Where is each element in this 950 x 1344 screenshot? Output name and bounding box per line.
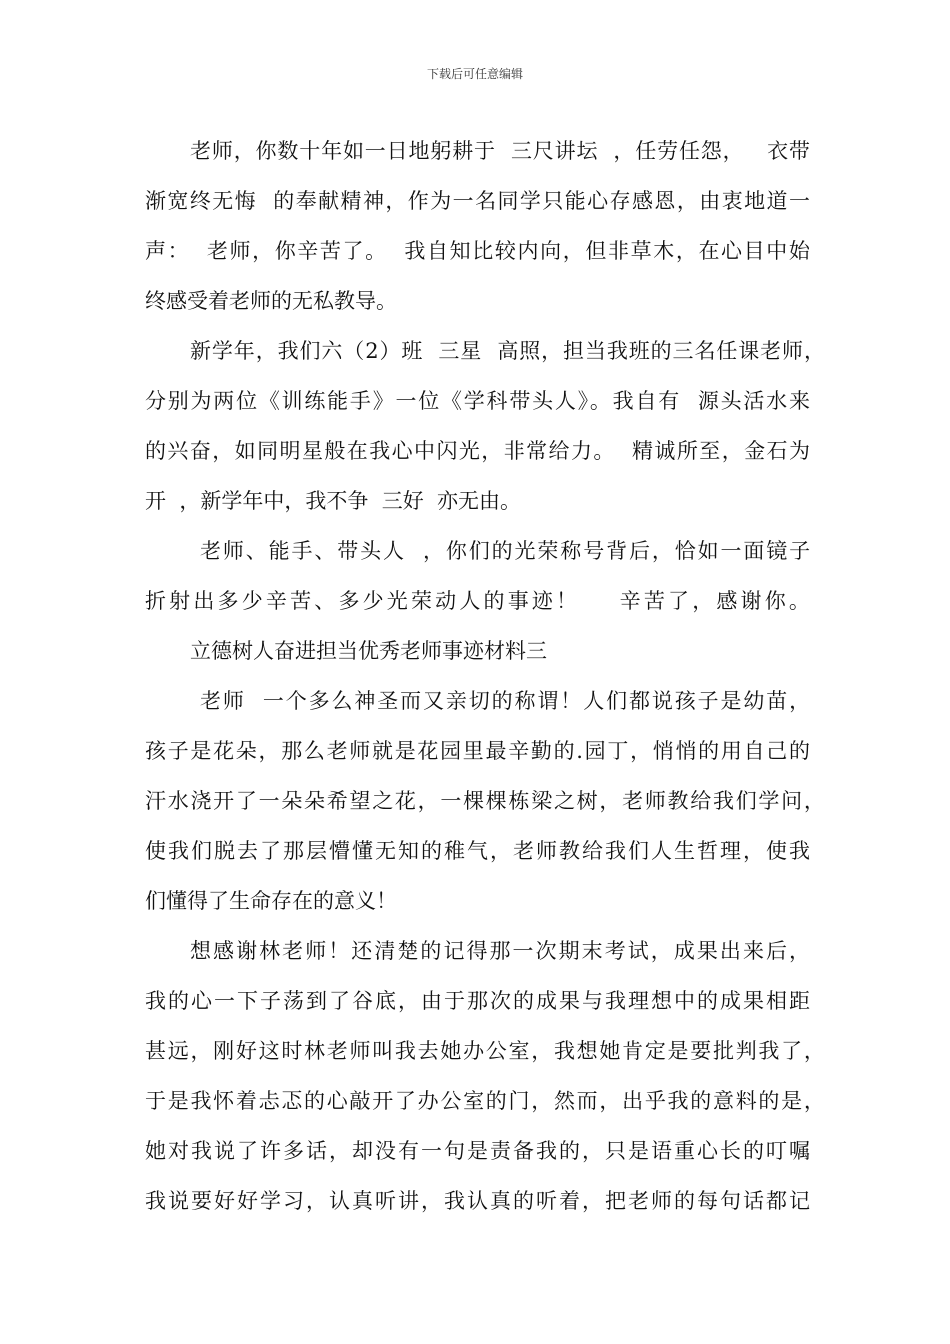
body-line-20: 于是我怀着忐忑的心敲开了办公室的门，然而，出乎我的意料的是，	[145, 1089, 827, 1113]
body-line-10: 折射出多少辛苦、多少光荣动人的事迹！ 辛苦了，感谢你。	[145, 589, 814, 613]
section-heading: 立德树人奋进担当优秀老师事迹材料三	[190, 639, 547, 663]
body-line-7: 的兴奋，如同明星般在我心中闪光，非常给力。 精诚所至，金石为	[145, 439, 812, 463]
body-line-3: 声： 老师，你辛苦了。 我自知比较内向，但非草木，在心目中始	[145, 239, 812, 263]
body-line-18: 我的心一下子荡到了谷底，由于那次的成果与我理想中的成果相距	[145, 989, 812, 1013]
body-line-22: 我说要好好学习，认真听讲，我认真的听着，把老师的每句话都记	[145, 1189, 812, 1213]
body-line-14: 汗水浇开了一朵朵希望之花，一棵棵栋梁之树，老师教给我们学问，	[145, 789, 827, 813]
body-line-9: 老师、能手、带头人 ，你们的光荣称号背后，恰如一面镜子	[200, 539, 812, 563]
body-line-21: 她对我说了许多话，却没有一句是责备我的，只是语重心长的叮嘱	[145, 1139, 812, 1163]
body-line-17: 想感谢林老师！还清楚的记得那一次期末考试，成果出来后，	[190, 939, 813, 963]
body-line-15: 使我们脱去了那层懵懂无知的稚气，老师教给我们人生哲理，使我	[145, 839, 812, 863]
body-line-1: 老师，你数十年如一日地躬耕于 三尺讲坛 ，任劳任怨， 衣带	[190, 139, 811, 163]
body-line-6: 分别为两位《训练能手》一位《学科带头人》。我自有 源头活水来	[145, 389, 812, 413]
body-line-8: 开 ，新学年中，我不争 三好 亦无由。	[145, 489, 522, 513]
body-line-19: 甚远，刚好这时林老师叫我去她办公室，我想她肯定是要批判我了，	[145, 1039, 827, 1063]
body-line-4: 终感受着老师的无私教导。	[145, 289, 397, 313]
body-line-5: 新学年，我们六（2）班 三星 高照，担当我班的三名任课老师，	[190, 339, 826, 363]
page-header: 下载后可任意编辑	[426, 67, 523, 81]
body-line-2: 渐宽终无悔 的奉献精神，作为一名同学只能心存感恩，由衷地道一	[145, 189, 812, 213]
body-line-12: 老师 一个多么神圣而又亲切的称谓！人们都说孩子是幼苗，	[200, 689, 812, 713]
body-line-16: 们懂得了生命存在的意义！	[145, 889, 397, 913]
body-line-13: 孩子是花朵，那么老师就是花园里最辛勤的.园丁，悄悄的用自己的	[145, 739, 812, 763]
